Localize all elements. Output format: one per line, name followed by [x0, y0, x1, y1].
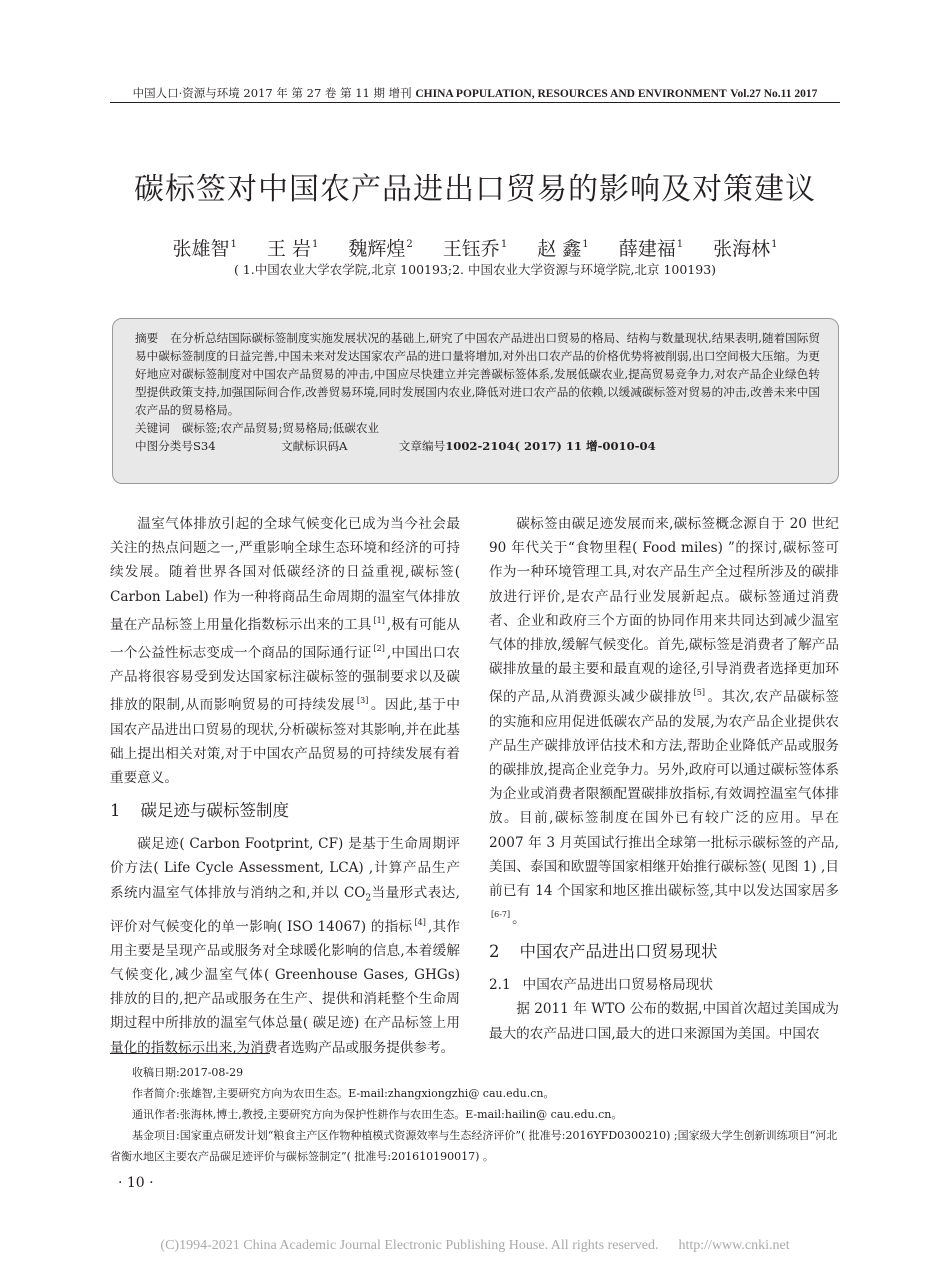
- copyright-footer: [30, 1236, 920, 1256]
- author-bio: 作者简介:张雄智,主要研究方向为农田生态。E-mail:zhangxiongzhi@ cau.edu.cn。: [132, 1087, 555, 1100]
- citation[interactable]: [2]: [373, 644, 385, 654]
- body-paragraph: 碳标签由碳足迹发展而来,碳标签概念源自于 20 世纪 90 年代关于“食物里程( Food miles) ”的探讨,碳标签可作为一种环境管理工具,对农产品生产全过程所涉及的碳排放进行评价,是农产品行业发展新起点。碳标签通过消费者、企业和政府三个方面的协同作用来共同达到减少温室气体的排放,缓解气候变化。首先,碳标签是消费者了解产品碳排放量的最主要和最直观的途径,引导消费者选择更加环保的产品,从消费源头减少碳排放 [5] 。其次,农产品碳标签的实施和应用促进低碳农产品的发展,为农产品企业提供农产品生产碳排放评估技术和方法,帮助企业降低产品或服务的碳排放,提高企业竞争力。另外,政府可以通过碳标签体系为企业或消费者限额配置碳排放指标,有效调控温室气体排放。目前,碳标签制度在国外已有较广泛的应用。早在 2007 年 3 月英国试行推出全球第一批标示碳标签的产品,美国、泰国和欧盟等国家相继开始推行碳标签( 见图 1) ,目前已有 14 个国家和地区推出碳标签,其中以发达国家居多[6-7] 。: [489, 516, 839, 928]
- section-heading: 1 碳足迹与碳标签制度: [110, 801, 289, 821]
- author: 张海林$^1$: [713, 238, 778, 260]
- body-paragraph: 据 2011 年 WTO 公布的数据,中国首次超过美国成为最大的农产品进口国,最大的进口来源国为美国。中国农: [489, 1001, 839, 1042]
- subsection-heading: 2.1 中国农产品进出口贸易格局现状: [489, 977, 713, 994]
- journal-volume: Vol.27 No.11 2017: [730, 88, 818, 100]
- citation[interactable]: [3]: [357, 696, 369, 706]
- received-date: 收稿日期:2017-08-29: [132, 1066, 244, 1079]
- citation[interactable]: [4]: [414, 917, 426, 927]
- abstract: [135, 329, 820, 419]
- article-no-value: 1002-2104( 2017) 11 增-0010-04: [445, 439, 656, 453]
- article-no-label: 文章编号: [398, 439, 446, 453]
- journal-name-cn: 中国人口·资源与环境 2017 年 第 27 卷 第 11 期 增刊: [132, 86, 412, 100]
- left-column: [110, 512, 460, 1060]
- doc-code-value: A: [339, 439, 348, 453]
- clc-label: 中图分类号: [135, 439, 193, 453]
- abstract-label: 摘要: [135, 331, 159, 345]
- right-column: [489, 512, 839, 1046]
- journal-name-en: CHINA POPULATION, RESOURCES AND ENVIRONMENT: [415, 88, 727, 100]
- author: 薛建福$^1$: [618, 238, 684, 260]
- abstract-box: [112, 318, 839, 484]
- paper-title: 碳标签对中国农产品进出口贸易的影响及对策建议: [134, 172, 816, 207]
- author: 赵 鑫$^1$: [537, 238, 589, 260]
- cnki-link[interactable]: http://www.cnki.net: [678, 1238, 790, 1253]
- author-list: [60, 231, 890, 263]
- author: 张雄智$^1$: [172, 238, 237, 260]
- body-paragraph: 碳足迹( Carbon Footprint, CF) 是基于生命周期评价方法( Life Cycle Assessment, LCA) ,计算产品生产系统内温室气体排放与消纳之和,并以 $CO_2$当量形式表达,评价对气候变化的单一影响( ISO 14067) 的指标 [4] ,其作用主要是呈现产品或服务对全球暖化影响的信息,本着缓解气候变化,减少温室气体( Greenhouse Gases, GHGs) 排放的目的,把产品或服务在生产、提供和消耗整个生命周期过程中所排放的温室气体总量( 碳足迹) 在产品标签上用量化的指数标示出来,为消费者选购产品或服务提供参考。: [110, 836, 461, 1056]
- citation[interactable]: [6-7]: [491, 910, 511, 920]
- corresponding-author: 通讯作者:张海林,博士,教授,主要研究方向为保护性耕作与农田生态。E-mail:hailin@ cau.edu.cn。: [132, 1108, 623, 1121]
- citation[interactable]: [1]: [373, 615, 385, 625]
- author: 王钰乔$^1$: [442, 238, 508, 260]
- copyright-text: (C)1994-2021 China Academic Journal Electronic Publishing House. All rights reserved.: [160, 1238, 659, 1253]
- affiliation: ( 1.中国农业大学农学院,北京 100193;2. 中国农业大学资源与环境学院,北京 100193): [233, 262, 717, 277]
- funding: 基金项目:国家重点研发计划“粮食主产区作物种植模式资源效率与生态经济评价”( 批准号:2016YFD0300210) ;国家级大学生创新训练项目“河北省衡水地区主要农产品碳足迹评价与碳标签制定”( 批准号:201610190017) 。: [110, 1129, 838, 1163]
- keywords: [135, 419, 820, 437]
- author: 王 岩$^1$: [266, 238, 319, 260]
- intro-paragraph: 温室气体排放引起的全球气候变化已成为当今社会最关注的热点问题之一,严重影响全球生态环境和经济的可持续发展。随着世界各国对低碳经济的日益重视,碳标签( Carbon Label) 作为一种将商品生命周期的温室气体排放量在产品标签上用量化指数标示出来的工具 [1] ,极有可能从一个公益性标志变成一个商品的国际通行证 [2] ,中国出口农产品将很容易受到发达国家标注碳标签的强制要求以及碳排放的限制,从而影响贸易的可持续发展 [3] 。因此,基于中国农产品进出口贸易的现状,分析碳标签对其影响,并在此基础上提出相关对策,对于中国农产品贸易的可持续发展有着重要意义。: [110, 516, 460, 787]
- page-number: · 10 ·: [118, 1175, 154, 1191]
- footnotes: [110, 1062, 840, 1167]
- clc-value: S34: [192, 439, 216, 453]
- author: 魏辉煌$^2$: [348, 238, 413, 260]
- classification-line: [135, 437, 820, 455]
- abstract-text: 在分析总结国际碳标签制度实施发展状况的基础上,研究了中国农产品进出口贸易的格局、结构与数量现状,结果表明,随着国际贸易中碳标签制度的日益完善,中国未来对发达国家农产品的进口量将增加,对外出口农产品的价格优势将被削弱,出口空间极大压缩。为更好地应对碳标签制度对中国农产品贸易的冲击,中国应尽快建立并完善碳标签体系,发展低碳农业,提高贸易竞争力,对农产品企业绿色转型提供政策支持,加强国际间合作,改善贸易环境,同时发展国内农业,降低对进口农产品的依赖,以缓减碳标签对贸易的冲击,改善未来中国农产品的贸易格局。: [135, 331, 820, 417]
- running-header: [110, 84, 840, 103]
- keywords-text: 碳标签;农产品贸易;贸易格局;低碳农业: [181, 421, 380, 435]
- doc-code-label: 文献标识码: [281, 439, 340, 453]
- footnote-divider: [110, 1053, 270, 1054]
- section-heading: 2 中国农产品进出口贸易现状: [489, 942, 718, 962]
- citation[interactable]: [5]: [693, 688, 705, 698]
- keywords-label: 关键词: [135, 421, 170, 435]
